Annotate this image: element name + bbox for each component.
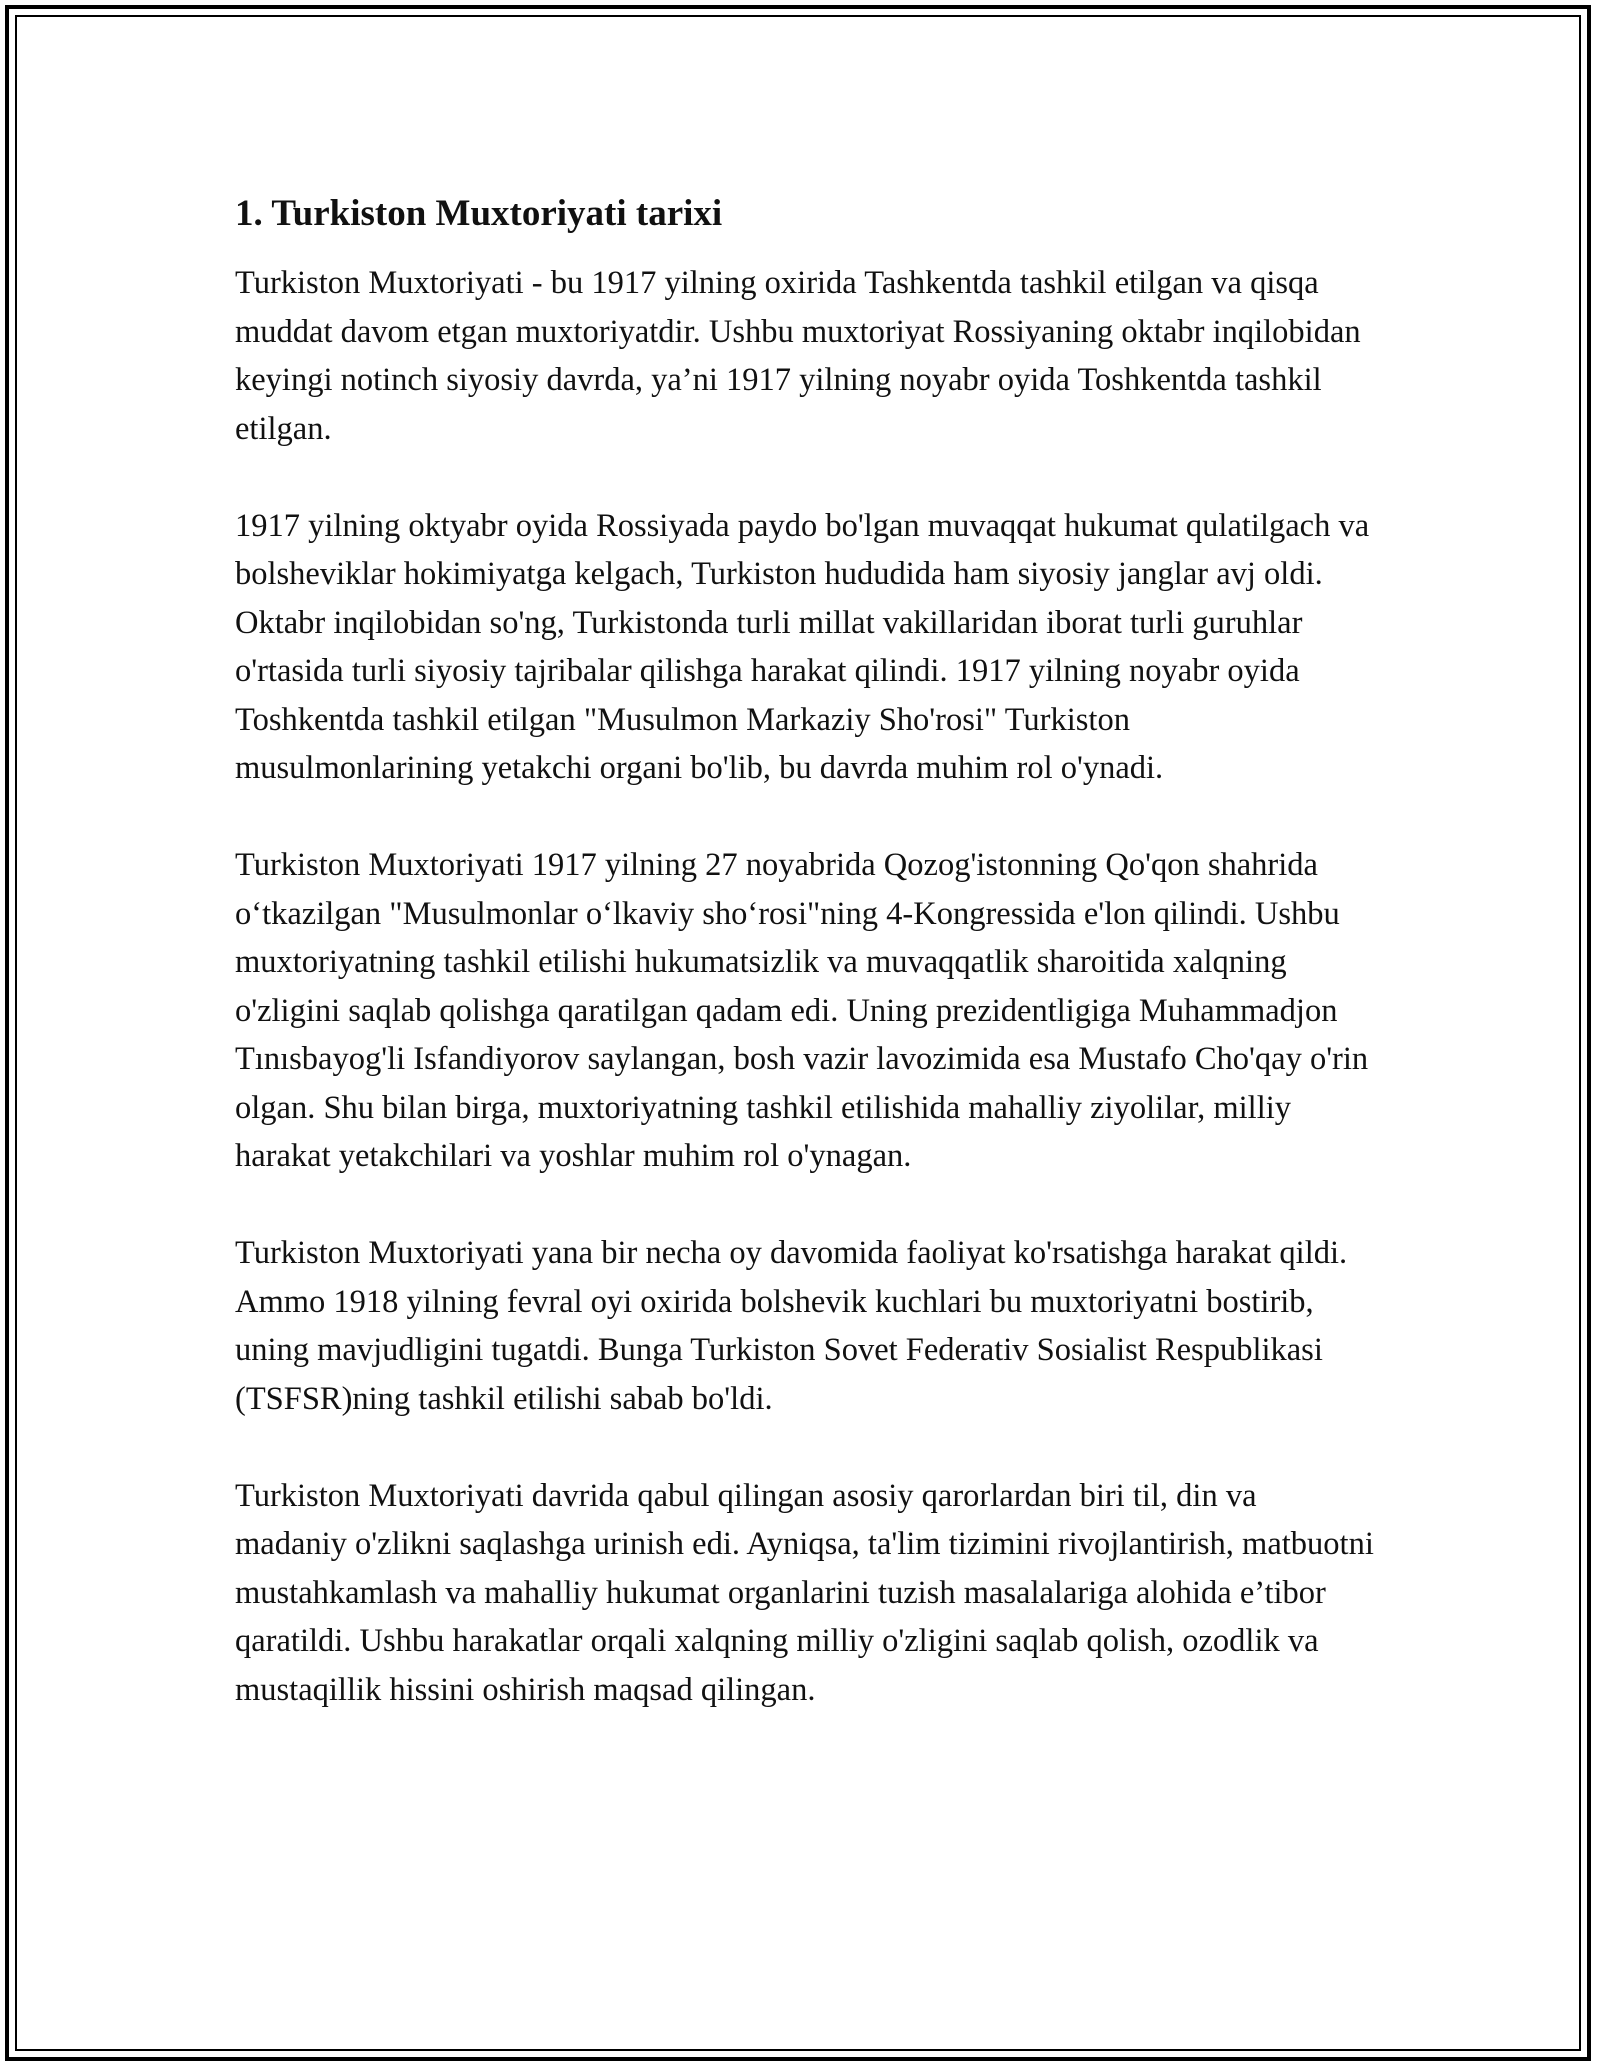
section-heading: 1. Turkiston Muxtoriyati tarixi — [235, 193, 723, 234]
paragraph-2: 1917 yilning oktyabr oyida Rossiyada paydo bo'lgan muvaqqat hukumat qulatilgach va bolsheviklar hokimiyatga kelgach, Turkiston hududida ham siyosiy janglar avj oldi. Oktabr inqilobidan so'ng, Turkistonda turli millat vakillaridan iborat turli guruhlar o'rtasida turli siyosiy tajribalar qilishga harakat qilindi. 1917 yilning noyabr oyida Toshkentda tashkil etilgan "Musulmon Markaziy Sho'rosi" Turkiston musulmonlarining yetakchi organi bo'lib, bu davrda muhim rol o'ynadi. — [235, 507, 1370, 786]
document-body — [235, 186, 1375, 1763]
paragraph-5: Turkiston Muxtoriyati davrida qabul qilingan asosiy qarorlardan biri til, din va madaniy o'zlikni saqlashga urinish edi. Ayniqsa, ta'lim tizimini rivojlantirish, matbuotni mustahkamlash va mahalliy hukumat organlarini tuzish masalalariga alohida e’tibor qaratildi. Ushbu harakatlar orqali xalqning milliy o'zligini saqlab qolish, ozodlik va mustaqillik hissini oshirish maqsad qilingan. — [235, 1477, 1374, 1708]
paragraph-1: Turkiston Muxtoriyati - bu 1917 yilning oxirida Tashkentda tashkil etilgan va qisqa muddat davom etgan muxtoriyatdir. Ushbu muxtoriyat Rossiyaning oktabr inqilobidan keyingi notinch siyosiy davrda, ya’ni 1917 yilning noyabr oyida Toshkentda tashkil etilgan. — [235, 265, 1361, 447]
paragraph-4: Turkiston Muxtoriyati yana bir necha oy davomida faoliyat ko'rsatishga harakat qildi. Ammo 1918 yilning fevral oyi oxirida bolshevik kuchlari bu muxtoriyatni bostirib, uning mavjudligini tugatdi. Bunga Turkiston Sovet Federativ Sosialist Respublikasi (TSFSR)ning tashkil etilishi sabab bo'ldi. — [235, 1235, 1348, 1417]
paragraph-3: Turkiston Muxtoriyati 1917 yilning 27 noyabrida Qozog'istonning Qo'qon shahrida o‘tkazilgan "Musulmonlar o‘lkaviy sho‘rosi"ning 4-Kongressida e'lon qilindi. Ushbu muxtoriyatning tashkil etilishi hukumatsizlik va muvaqqatlik sharoitida xalqning o'zligini saqlab qolishga qaratilgan qadam edi. Uning prezidentligiga Muhammadjon Tınısbayog'li Isfandiyorov saylangan, bosh vazir lavozimida esa Mustafo Cho'qay o'rin olgan. Shu bilan birga, muxtoriyatning tashkil etilishida mahalliy ziyolilar, milliy harakat yetakchilari va yoshlar muhim rol o'ynagan. — [235, 847, 1369, 1174]
